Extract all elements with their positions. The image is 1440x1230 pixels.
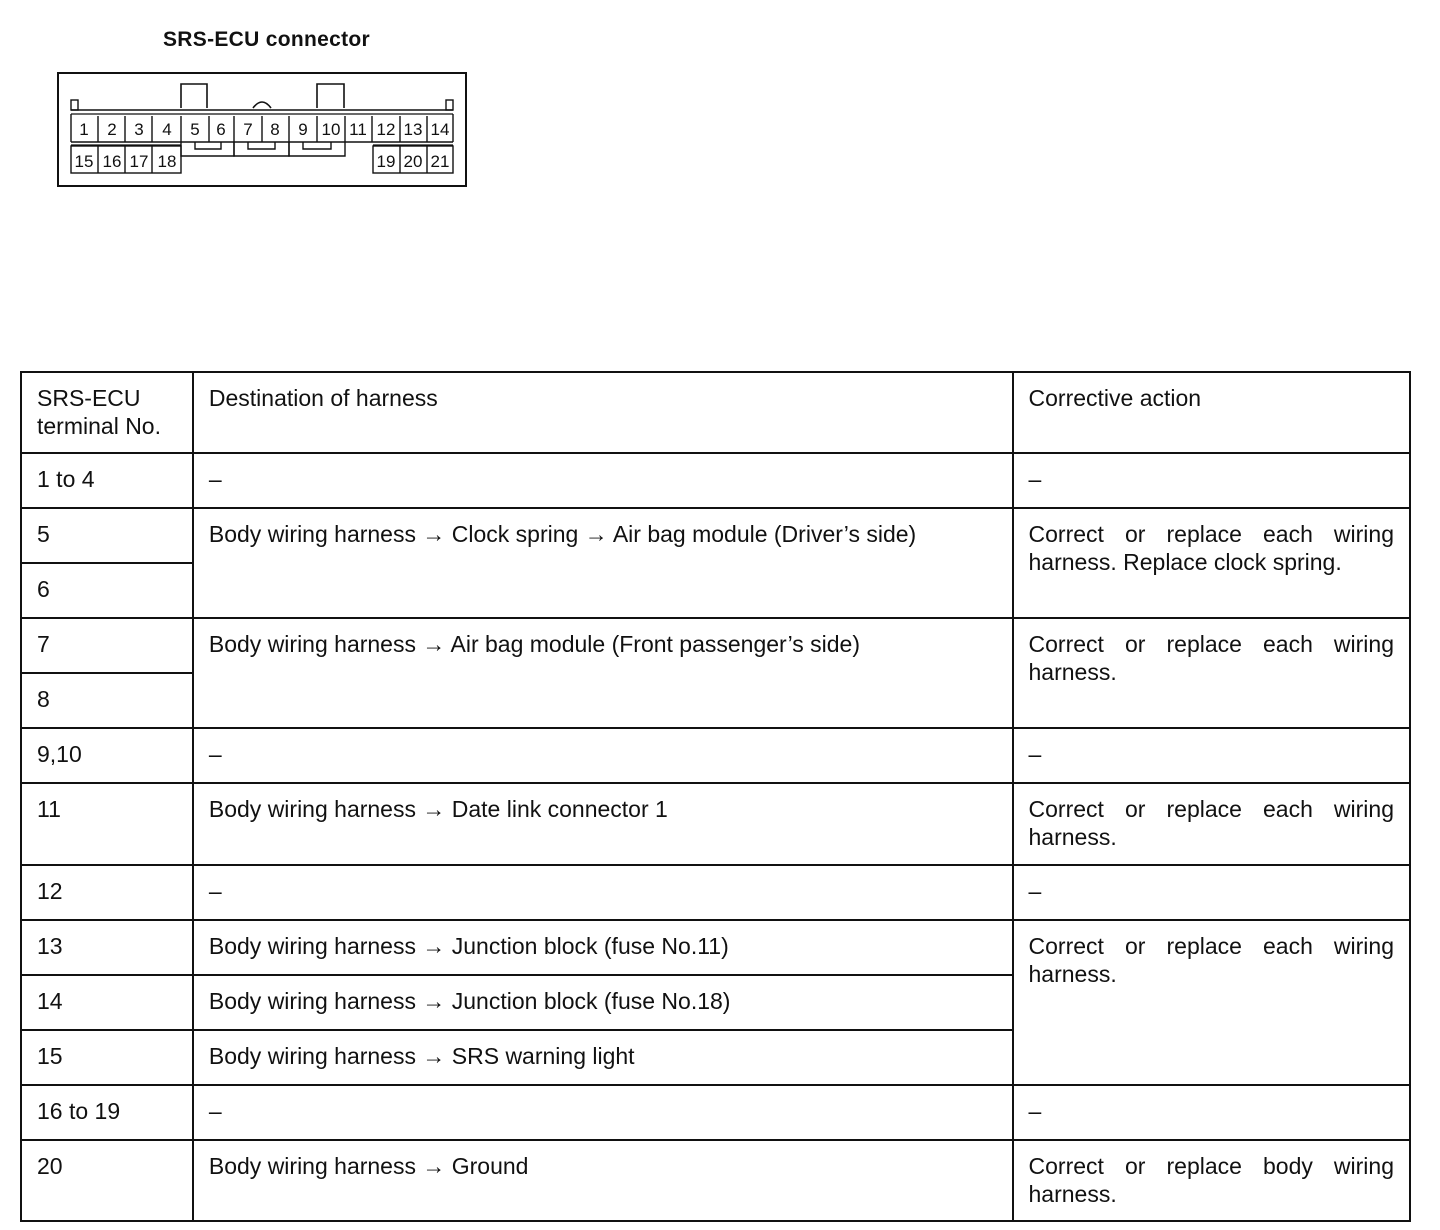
action-cell: – <box>1013 865 1410 920</box>
destination-cell: – <box>193 1085 1013 1140</box>
pin-18: 18 <box>157 152 177 171</box>
terminal-cell: 11 <box>21 783 193 865</box>
pin-8: 8 <box>270 120 280 139</box>
destination-cell: – <box>193 865 1013 920</box>
pin-20: 20 <box>403 152 423 171</box>
destination-cell: Body wiring harness → Clock spring → Air bag module (Driver’s side) <box>193 508 1013 618</box>
destination-cell: – <box>193 453 1013 508</box>
pin-11: 11 <box>349 120 367 139</box>
terminal-cell: 8 <box>21 673 193 728</box>
destination-cell: Body wiring harness → Ground <box>193 1140 1013 1221</box>
table-header-row <box>21 372 1410 453</box>
pin-5: 5 <box>190 120 200 139</box>
terminal-cell: 12 <box>21 865 193 920</box>
action-cell: Correct or replace body wiring harness. <box>1013 1140 1410 1221</box>
pin-12: 12 <box>376 120 396 139</box>
terminal-cell: 16 to 19 <box>21 1085 193 1140</box>
terminal-cell: 9,10 <box>21 728 193 783</box>
pin-3: 3 <box>134 120 144 139</box>
connector-lock-tab-right <box>317 84 344 108</box>
pin-19: 19 <box>376 152 396 171</box>
action-cell: Correct or replace each wiring harness. <box>1013 920 1410 1085</box>
terminal-cell: 7 <box>21 618 193 673</box>
table-row <box>21 618 1410 673</box>
pin-7: 7 <box>243 120 253 139</box>
pin-16: 16 <box>102 152 122 171</box>
terminal-cell: 1 to 4 <box>21 453 193 508</box>
destination-cell: Body wiring harness → Junction block (fuse No.11) <box>193 920 1013 975</box>
connector-title: SRS-ECU connector <box>163 28 370 51</box>
pin-4: 4 <box>162 120 172 139</box>
pin-6: 6 <box>216 120 226 139</box>
header-destination: Destination of harness <box>193 372 1013 453</box>
terminal-cell: 13 <box>21 920 193 975</box>
pin-14: 14 <box>430 120 450 139</box>
pin-17: 17 <box>129 152 149 171</box>
pin-15: 15 <box>74 152 94 171</box>
table-row <box>21 1140 1410 1221</box>
pin-13: 13 <box>403 120 423 139</box>
terminal-cell: 20 <box>21 1140 193 1221</box>
action-cell: – <box>1013 728 1410 783</box>
destination-cell: Body wiring harness → Date link connector 1 <box>193 783 1013 865</box>
table-row <box>21 508 1410 563</box>
table-row <box>21 865 1410 920</box>
terminal-cell: 14 <box>21 975 193 1030</box>
destination-cell: – <box>193 728 1013 783</box>
action-cell: Correct or replace each wiring harness. <box>1013 618 1410 728</box>
destination-cell: Body wiring harness → SRS warning light <box>193 1030 1013 1085</box>
table-row <box>21 453 1410 508</box>
table-row <box>21 1085 1410 1140</box>
action-cell: Correct or replace each wiring harness. <box>1013 783 1410 865</box>
destination-cell: Body wiring harness → Junction block (fuse No.18) <box>193 975 1013 1030</box>
destination-cell: Body wiring harness → Air bag module (Front passenger’s side) <box>193 618 1013 728</box>
pin-2: 2 <box>107 120 117 139</box>
connector-key-bump <box>253 102 271 108</box>
action-cell: – <box>1013 1085 1410 1140</box>
terminal-harness-table <box>20 371 1411 1222</box>
connector-end-post-left <box>71 100 78 110</box>
action-cell: – <box>1013 453 1410 508</box>
pin-10: 10 <box>321 120 341 139</box>
pin-21: 21 <box>430 152 450 171</box>
header-terminal: SRS-ECU terminal No. <box>21 372 193 453</box>
table-row <box>21 783 1410 865</box>
srs-ecu-connector-diagram <box>57 72 469 195</box>
terminal-cell: 5 <box>21 508 193 563</box>
connector-lock-tab-left <box>181 84 207 108</box>
terminal-cell: 15 <box>21 1030 193 1085</box>
header-action: Corrective action <box>1013 372 1410 453</box>
table-row <box>21 920 1410 975</box>
terminal-cell: 6 <box>21 563 193 618</box>
table-row <box>21 728 1410 783</box>
pin-9: 9 <box>298 120 308 139</box>
connector-end-post-right <box>446 100 453 110</box>
action-cell: Correct or replace each wiring harness. Replace clock spring. <box>1013 508 1410 618</box>
pin-1: 1 <box>79 120 89 139</box>
